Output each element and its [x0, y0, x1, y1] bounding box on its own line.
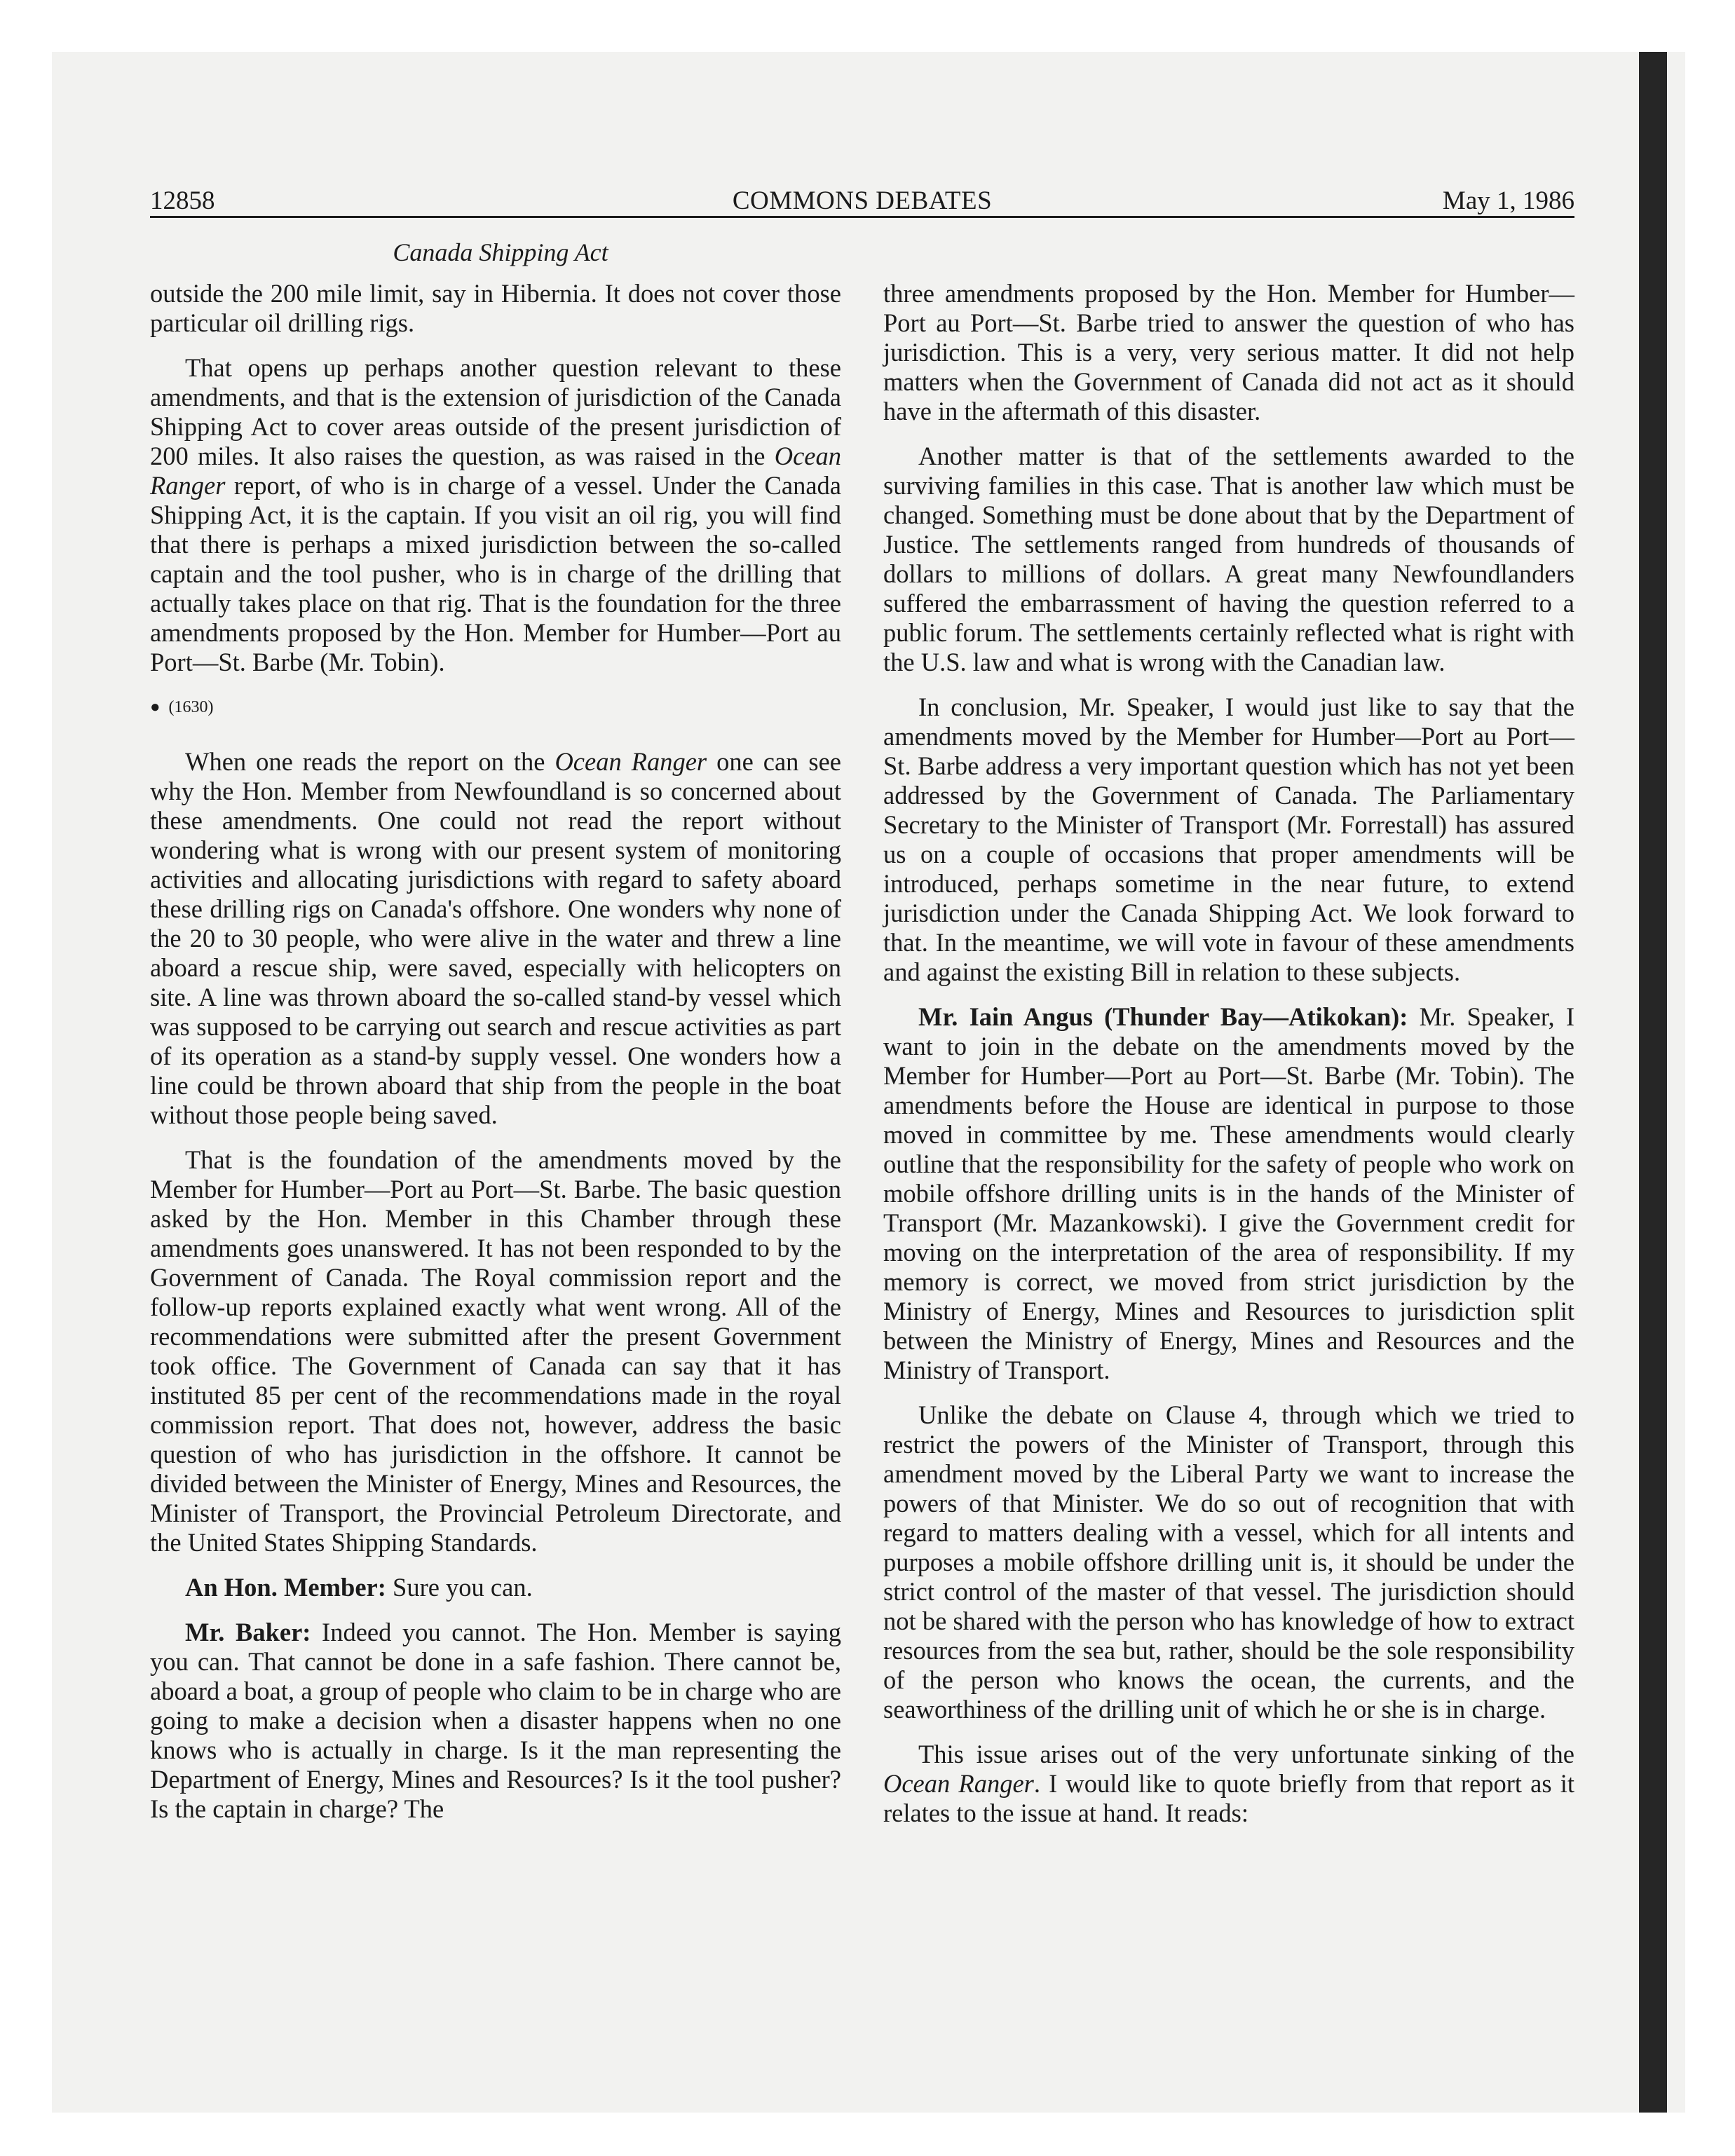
- paragraph: [150, 747, 841, 1130]
- italic-title: Ocean Ranger: [883, 1769, 1034, 1798]
- paragraph: outside the 200 mile limit, say in Hibernia. It does not cover those particular oil drilling rigs.: [150, 279, 841, 337]
- speech-paragraph: [150, 1573, 841, 1602]
- speech-text: Mr. Speaker, I want to join in the debate on the amendments moved by the Member for Humber—Port au Port—St. Barbe (Mr. Tobin). The amendments before the House are identical in purpose to those moved in committee by me. These amendments would clearly outline that the responsibility for the safety of people who work on mobile offshore drilling units is in the hands of the Minister of Transport (Mr. Mazankowski). I give the Government credit for moving on the interpretation of the area of responsibility. If my memory is correct, we moved from strict jurisdiction by the Ministry of Energy, Mines and Resources to jurisdiction split between the Ministry of Energy, Mines and Resources and the Ministry of Transport.: [883, 1002, 1574, 1384]
- speech-text: Sure you can.: [386, 1573, 533, 1602]
- italic-title: Ocean Ranger: [554, 747, 707, 776]
- page-number: 12858: [150, 186, 215, 215]
- paragraph-text: . I would like to quote briefly from that report as it relates to the issue at hand. It reads:: [883, 1769, 1574, 1827]
- page-header: [150, 184, 1574, 219]
- paragraph-text: When one reads the report on the: [185, 747, 555, 776]
- paragraph: [883, 1740, 1574, 1828]
- speaker-name: Mr. Iain Angus (Thunder Bay—Atikokan):: [918, 1002, 1408, 1031]
- paragraph-text: report, of who is in charge of a vessel. Under the Canada Shipping Act, it is the captain. If you visit an oil rig, you will find that there is perhaps a mixed jurisdiction between the so-called captain and the tool pusher, who is in charge of the drilling that actually takes place on that rig. That is the foundation for the three amendments proposed by the Hon. Member for Humber—Port au Port—St. Barbe (Mr. Tobin).: [150, 471, 841, 676]
- binding-edge: [1639, 52, 1667, 2113]
- paragraph-text: This issue arises out of the very unfortunate sinking of the: [918, 1740, 1574, 1768]
- paragraph: [150, 353, 841, 677]
- header-rule: [150, 216, 1574, 218]
- italic-title: Ocean Ranger: [150, 442, 841, 500]
- paragraph: That is the foundation of the amendments moved by the Member for Humber—Port au Port—St. Barbe. The basic question asked by the Hon. Member in this Chamber through these amendments goes unanswered. It has not been responded to by the Government of Canada. The Royal commission report and the follow-up reports explained exactly what went wrong. All of the recommendations were submitted after the present Government took office. The Government of Canada can say that it has instituted 85 per cent of the recommendations made in the royal commission report. That does not, however, address the basic question of who has jurisdiction in the offshore. It cannot be divided between the Minister of Energy, Mines and Resources, the Minister of Transport, the Provincial Petroleum Directorate, and the United States Shipping Standards.: [150, 1145, 841, 1557]
- publication-title: COMMONS DEBATES: [732, 186, 993, 215]
- running-title: Canada Shipping Act: [393, 238, 608, 266]
- publication-date: May 1, 1986: [1442, 186, 1574, 215]
- paragraph: Another matter is that of the settlements awarded to the surviving families in this case. That is another law which must be changed. Something must be done about that by the Department of Justice. The settlements ranged from hundreds of thousands of dollars to millions of dollars. A great many Newfoundlanders suffered the embarrassment of having the question referred to a public forum. The settlements certainly reflected what is right with the U.S. law and what is wrong with the Canadian law.: [883, 442, 1574, 676]
- speaker-name: Mr. Baker:: [185, 1618, 311, 1646]
- time-marker-text: (1630): [168, 698, 214, 716]
- bullet-icon: ●: [150, 698, 161, 716]
- paragraph: In conclusion, Mr. Speaker, I would just like to say that the amendments moved by the Member for Humber—Port au Port—St. Barbe address a very important question which has not yet been addressed by the Government of Canada. The Parliamentary Secretary to the Minister of Transport (Mr. Forrestall) has assured us on a couple of occasions that proper amendments will be introduced, perhaps sometime in the near future, to extend jurisdiction under the Canada Shipping Act. We look forward to that. In the meantime, we will vote in favour of these amendments and against the existing Bill in relation to these subjects.: [883, 692, 1574, 986]
- paragraph: three amendments proposed by the Hon. Member for Humber—Port au Port—St. Barbe tried to answer the question of who has jurisdiction. This is a very, very serious matter. It did not help matters when the Government of Canada did not act as it should have in the aftermath of this disaster.: [883, 279, 1574, 425]
- left-column: [150, 279, 841, 1839]
- speech-text: Indeed you cannot. The Hon. Member is saying you can. That cannot be done in a safe fashion. There cannot be, aboard a boat, a group of people who claim to be in charge who are going to make a decision when a disaster happens when no one knows who is actually in charge. Is it the man representing the Department of Energy, Mines and Resources? Is it the tool pusher? Is the captain in charge? The: [150, 1618, 841, 1823]
- paragraph: Unlike the debate on Clause 4, through which we tried to restrict the powers of the Minister of Transport, through this amendment moved by the Liberal Party we want to increase the powers of that Minister. We do so out of recognition that with regard to matters dealing with a vessel, which for all intents and purposes a mobile offshore drilling unit is, it should be under the strict control of the master of that vessel. The jurisdiction should not be shared with the person who has knowledge of how to extract resources from the sea but, rather, should be the sole responsibility of the person who knows the ocean, the currents, and the seaworthiness of the drilling unit of which he or she is in charge.: [883, 1400, 1574, 1724]
- speech-paragraph: [150, 1618, 841, 1824]
- time-marker: [150, 692, 841, 722]
- paragraph-text: one can see why the Hon. Member from Newfoundland is so concerned about these amendments. One could not read the report without wondering what is wrong with our present system of monitoring activities and allocating jurisdictions with regard to safety aboard these drilling rigs on Canada's offshore. One wonders why none of the 20 to 30 people, who were alive in the water and threw a line aboard a rescue ship, were saved, especially with helicopters on site. A line was thrown aboard the so-called stand-by vessel which was supposed to be carrying out search and rescue activities as part of its operation as a stand-by supply vessel. One wonders how a line could be thrown aboard that ship from the people in the boat without those people being saved.: [150, 747, 841, 1129]
- paragraph-text: That opens up perhaps another question relevant to these amendments, and that is the extension of jurisdiction of the Canada Shipping Act to cover areas outside of the present jurisdiction of 200 miles. It also raises the question, as was raised in the: [150, 353, 841, 470]
- right-column: [883, 279, 1574, 1843]
- speaker-name: An Hon. Member:: [185, 1573, 386, 1602]
- speech-paragraph: [883, 1002, 1574, 1385]
